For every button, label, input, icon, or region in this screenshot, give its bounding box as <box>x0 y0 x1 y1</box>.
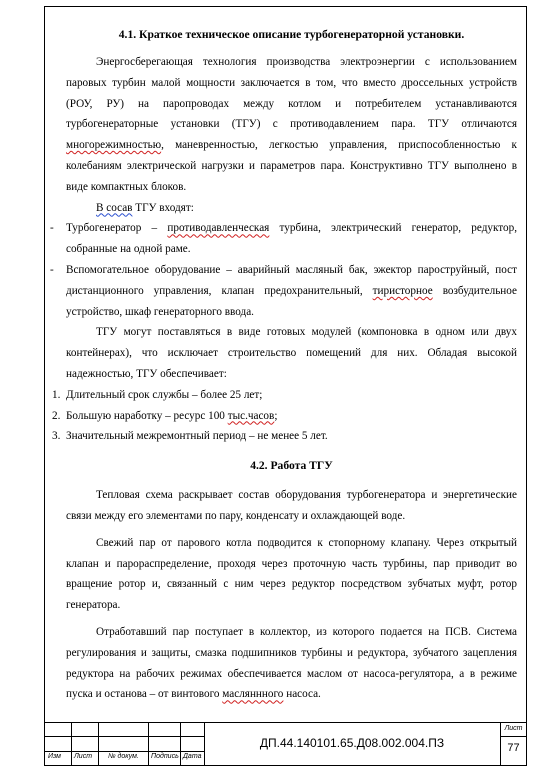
title-block <box>44 722 527 766</box>
spellcheck-word: противодавленческая <box>167 222 270 235</box>
spellcheck-word: многорежимностью <box>66 139 162 152</box>
list-item <box>52 426 517 447</box>
title-block-line <box>148 722 149 766</box>
title-block-line <box>71 722 72 766</box>
list-item <box>50 218 517 260</box>
sheet-number: 77 <box>507 742 520 754</box>
paragraph-fresh-steam: Свежий пар от парового котла подводится к стопорному клапану. Через открытый клапан и парораспределение, проходя через проточную часть турбины, пар приводит во вращение ротор и, связанный с ним через редуктор посредством зубчатых муфт, ротор генератора. <box>66 536 517 612</box>
spellcheck-word: тиристорное <box>372 284 433 297</box>
list-item <box>52 385 517 406</box>
document-body <box>50 24 517 705</box>
sheet-label: Лист <box>504 725 523 732</box>
dash-list <box>50 218 517 322</box>
col-izm-label: Изм <box>48 753 61 760</box>
list-item-text: ; <box>274 409 278 422</box>
col-sign-label: Подпись <box>151 753 179 760</box>
list-marker: - <box>50 263 54 276</box>
list-item-text: Длительный срок службы – более 25 лет; <box>66 388 263 401</box>
list-item-text: Большую наработку – ресурс 100 <box>66 409 228 422</box>
document-code: ДП.44.140101.65.Д08.002.004.ПЗ <box>259 736 445 750</box>
paragraph-exhaust-steam: Отработавший пар поступает в коллектор, из которого подается на ПСВ. Система регулирования и защиты, смазка подшипников турбины и редуктора, зубчатого зацепления редуктора на рабочих режимах обеспечивается маслом от насоса-регулятора, а в режиме пуска и останова – от винтового масляннного насоса. <box>66 625 517 701</box>
list-item-text: возбудительное устройство, шкаф генераторного ввода. <box>66 284 517 318</box>
section-heading-4-2: 4.2. Работа ТГУ <box>250 459 333 473</box>
list-item-text: Вспомогательное оборудование – аварийный масляный бак, эжектор пароструйный, пост дистанционного управления, клапан предохранительный, <box>66 263 517 297</box>
paragraph-modules: ТГУ могут поставляться в виде готовых модулей (компоновка в одном или двух контейнерах), что исключает строительство помещений для них. Обладая высокой надежностью, ТГУ обеспечивает: <box>66 326 517 380</box>
title-block-line <box>500 736 527 737</box>
col-list-label: Лист <box>74 753 93 760</box>
list-item <box>50 260 517 322</box>
list-item-text: Турбогенератор – <box>66 222 168 235</box>
paragraph-intro: Энергосберегающая технология производства электроэнергии с использованием паровых турбин малой мощности заключается в том, что вместо дроссельных устройств (РОУ, РУ) на паропроводах между котлом и потребителем устанавливаются турбогенераторные установки (ТГУ) с противодавлением пара. ТГУ отличаются многорежимностью, маневренностью, легкостью управления, приспособленностью к колебаниям электрической нагрузки и параметров пара. Конструктивно ТГУ выполнено в виде компактных блоков. <box>66 56 517 193</box>
list-marker: - <box>50 222 54 235</box>
paragraph-composition: В сосав ТГУ входят: <box>96 201 194 214</box>
col-doc-label: № докум. <box>108 753 139 760</box>
spellcheck-word: масляннного <box>222 688 284 701</box>
numbered-list <box>52 385 517 447</box>
title-block-line <box>98 722 99 766</box>
list-item <box>52 406 517 427</box>
list-item-text: турбина, электрический генератор, редуктор, собранные на одной раме. <box>66 222 517 256</box>
list-marker: 2. <box>52 409 61 422</box>
title-block-line <box>44 722 527 723</box>
section-heading-4-1: 4.1. Краткое техническое описание турбогенераторной установки. <box>118 28 465 41</box>
list-marker: 3. <box>52 430 61 443</box>
list-marker: 1. <box>52 388 61 401</box>
list-item-text: Значительный межремонтный период – не менее 5 лет. <box>66 430 328 443</box>
spellcheck-word: тыс.часов <box>227 409 275 422</box>
grammar-check-word: В сосав <box>96 201 133 214</box>
col-date-label: Дата <box>183 753 202 760</box>
paragraph-thermal-scheme: Тепловая схема раскрывает состав оборудования турбогенератора и энергетические связи между его элементами по пару, конденсату и охлаждающей воде. <box>66 489 517 522</box>
title-block-line <box>180 722 181 766</box>
